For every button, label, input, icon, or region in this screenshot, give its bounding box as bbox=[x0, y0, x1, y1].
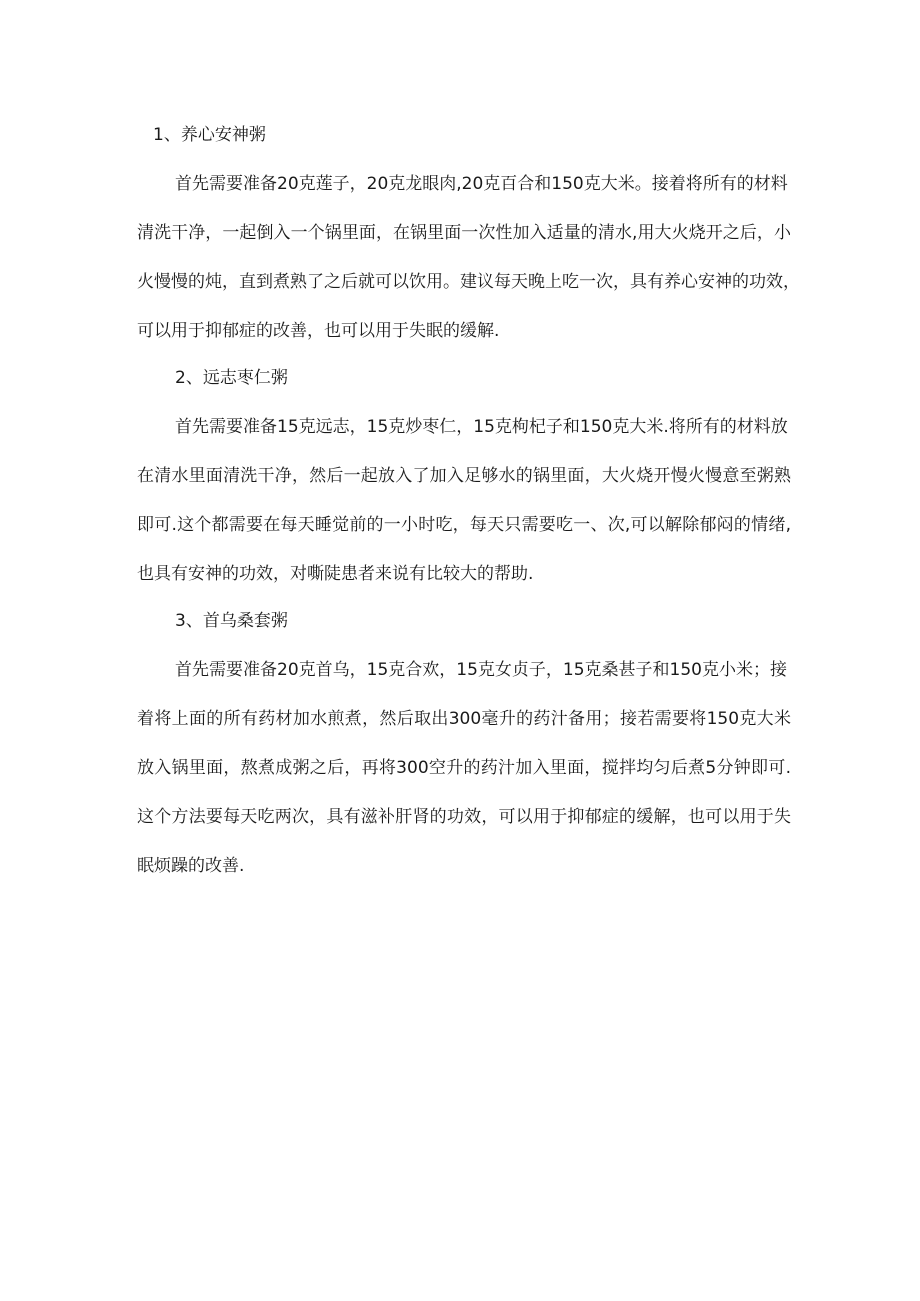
paragraph-line: 这个方法要每天吃两次，具有滋补肝肾的功效，可以用于抑郁症的缓解，也可以用于失 bbox=[137, 807, 791, 827]
paragraph-line: 即可.这个都需要在每天睡觉前的一小时吃，每天只需要吃一、次,可以解除郁闷的情绪, bbox=[137, 515, 791, 535]
section-heading: 1、养心安神粥 bbox=[153, 125, 266, 145]
paragraph-line: 首先需要准备20克首乌，15克合欢，15克女贞子，15克桑甚子和150克小米；接 bbox=[175, 660, 787, 680]
paragraph-line: 首先需要准备15克远志，15克炒枣仁，15克枸杞子和150克大米.将所有的材料放 bbox=[175, 417, 788, 437]
paragraph-line: 可以用于抑郁症的改善，也可以用于失眠的缓解. bbox=[137, 321, 500, 341]
paragraph-line: 也具有安神的功效，对嘶陡患者来说有比较大的帮助. bbox=[137, 564, 534, 584]
paragraph-line: 在清水里面清洗干净，然后一起放入了加入足够水的锅里面，大火烧开慢火慢意至粥熟 bbox=[137, 466, 791, 486]
paragraph-line: 清洗干净，一起倒入一个锅里面，在锅里面一次性加入适量的清水,用大火烧开之后，小 bbox=[137, 223, 791, 243]
paragraph-line: 首先需要准备20克莲子，20克龙眼肉,20克百合和150克大米。接着将所有的材料 bbox=[175, 174, 788, 194]
paragraph-line: 眠烦躁的改善. bbox=[137, 856, 245, 876]
paragraph-line: 火慢慢的炖，直到煮熟了之后就可以饮用。建议每天晚上吃一次，具有养心安神的功效， bbox=[137, 272, 800, 292]
section-heading: 3、首乌桑套粥 bbox=[175, 611, 288, 631]
paragraph-line: 放入锅里面，熬煮成粥之后，再将300空升的药汁加入里面，搅拌均匀后煮5分钟即可. bbox=[137, 758, 791, 778]
paragraph-line: 着将上面的所有药材加水煎煮，然后取出300毫升的药汁备用；接若需要将150克大米 bbox=[137, 709, 791, 729]
section-heading: 2、远志枣仁粥 bbox=[175, 368, 288, 388]
